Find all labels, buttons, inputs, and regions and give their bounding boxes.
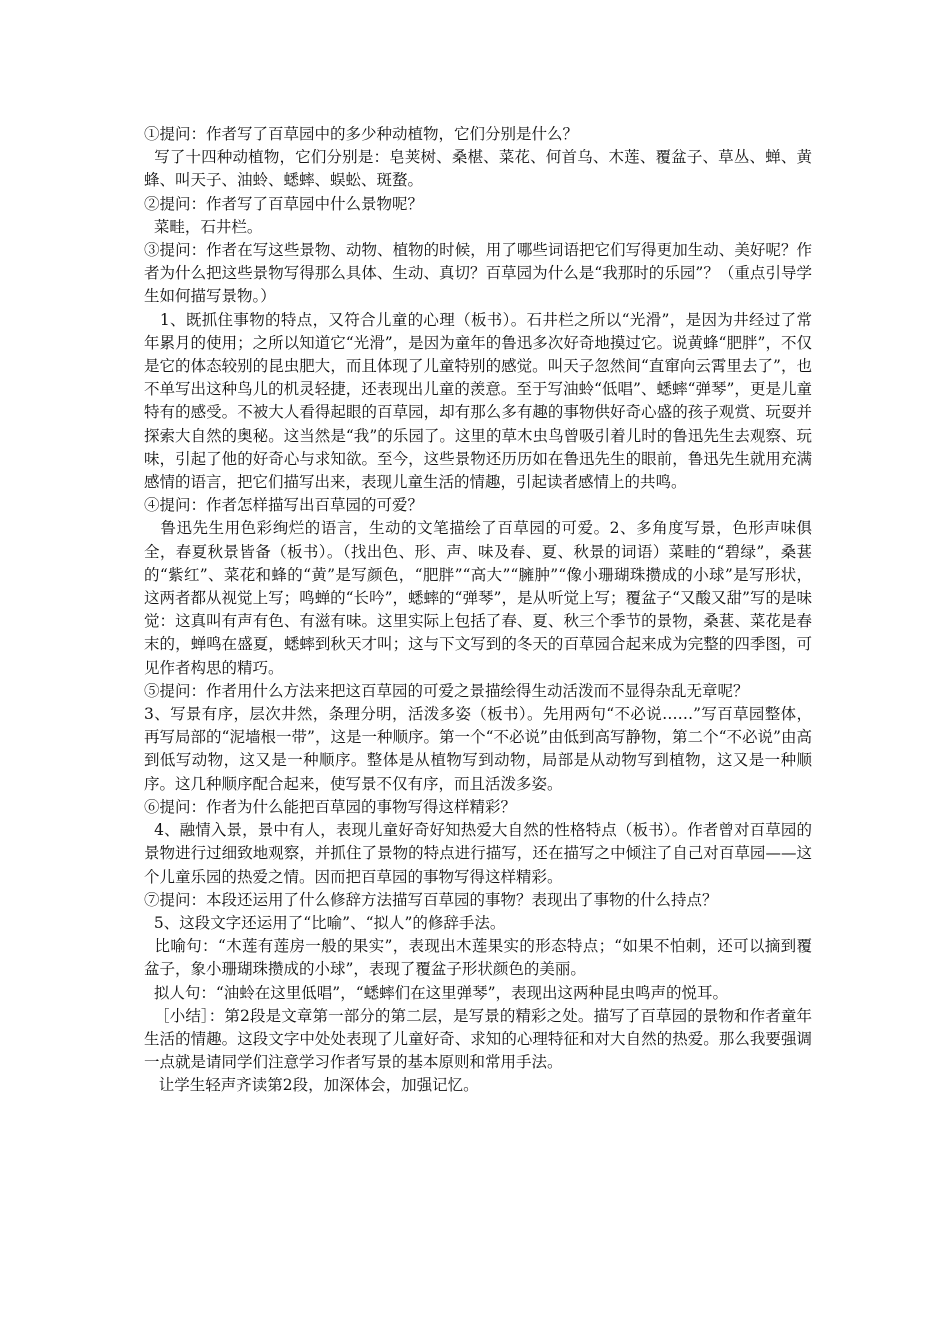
answer-5: 3、写景有序，层次井然，条理分明，活泼多姿（板书）。先用两句“不必说……”写百草园整体，再写局部的“泥墙根一带”，这是一种顺序。第一个“不必说”由低到高写静物，第二个“不必说”由高到低写动物，这又是一种顺序。整体是从植物写到动物，局部是从动物写到植物，这又是一种顺序。这几种顺序配合起来，使写景不仅有序，而且活泼多姿。 [144,705,812,793]
answer-2: 菜畦，石井栏。 [144,217,263,236]
question-1: ①提问：作者写了百草园中的多少种动植物，它们分别是什么？ [144,125,579,143]
answer-4: 鲁迅先生用色彩绚烂的语言，生动的文笔描绘了百草园的可爱。2、多角度写景，色形声味俱全，春夏秋景皆备（板书）。（找出色、形、声、味及春、夏、秋景的词语）菜畦的“碧绿”，桑葚的“紫红”、菜花和蜂的“黄”是写颜色，“肥胖”“高大”“臃肿”“像小珊瑚珠攒成的小球”是写形状，这两者都从视觉上写；鸣蝉的“长吟”，蟋蟀的“弹琴”，是从听觉上写；覆盆子“又酸又甜”写的是味觉：这真叫有声有色、有滋有味。这里实际上包括了春、夏、秋三个季节的景物，桑葚、菜花是春末的，蝉鸣在盛夏，蟋蟀到秋天才叫；这与下文写到的冬天的百草园合起来成为完整的四季图，可见作者构思的精巧。 [144,519,813,677]
metaphor-example: 比喻句：“木莲有莲房一般的果实”，表现出木莲果实的形态特点；“如果不怕刺，还可以摘到覆盆子，象小珊瑚珠攒成的小球”，表现了覆盆子形状颜色的美丽。 [144,937,812,979]
document-body [144,123,812,1098]
question-3: ③提问：作者在写这些景物、动物、植物的时候，用了哪些词语把它们写得更加生动、美好呢？作者为什么把这些景物写得那么具体、生动、真切？百草园为什么是“我那时的乐园”？（重点引导学生如何描写景物。） [144,241,812,306]
question-2: ②提问：作者写了百草园中什么景物呢？ [144,194,424,213]
question-4: ④提问：作者怎样描写出百草园的可爱？ [144,496,424,515]
personification-example: 拟人句：“油蛉在这里低唱”，“蟋蟀们在这里弹琴”，表现出这两种昆虫鸣声的悦耳。 [144,983,729,1002]
question-7: ⑦提问：本段还运用了什么修辞方法描写百草园的事物？表现出了事物的什么持点？ [144,890,718,909]
summary: ［小结］：第2段是文章第一部分的第二层，是写景的精彩之处。描写了百草园的景物和作者童年生活的情趣。这段文字中处处表现了儿童好奇、求知的心理特征和对大自然的热爱。那么我要强调一点就是请同学们注意学习作者写景的基本原则和常用手法。 [144,1006,812,1072]
answer-1: 写了十四种动植物，它们分别是：皂荚树、桑椹、菜花、何首乌、木莲、覆盆子、草丛、蝉、黄蜂、叫天子、油蛉、蟋蟀、蜈蚣、斑蝥。 [144,148,812,190]
answer-7: 5、这段文字还运用了“比喻”、“拟人”的修辞手法。 [144,913,506,932]
question-5: ⑤提问：作者用什么方法来把这百草园的可爱之景描绘得生动活泼而不显得杂乱无章呢？ [144,681,749,700]
reading-task: 让学生轻声齐读第2段，加深体会，加强记忆。 [144,1076,479,1095]
question-6: ⑥提问：作者为什么能把百草园的事物写得这样精彩？ [144,797,517,816]
answer-3: 1、既抓住事物的特点，又符合儿童的心理（板书）。石井栏之所以“光滑”，是因为井经过了常年累月的使用；之所以知道它“光滑”，是因为童年的鲁迅多次好奇地摸过它。说黄蜂“肥胖”，不仅是它的体态较别的昆虫肥大，而且体现了儿童特别的感觉。叫天子忽然间“直窜向云霄里去了”，也不单写出这种鸟儿的机灵轻捷，还表现出儿童的羡意。至于写油蛉“低唱”、蟋蟀“弹琴”，更是儿童特有的感受。不被大人看得起眼的百草园，却有那么多有趣的事物供好奇心盛的孩子观赏、玩耍并探索大自然的奥秘。这当然是“我”的乐园了。这里的草木虫鸟曾吸引着儿时的鲁迅先生去观察、玩味，引起了他的好奇心与求知欲。至今，这些景物还历历如在鲁迅先生的眼前，鲁迅先生就用充满感情的语言，把它们描写出来，表现儿童生活的情趣，引起读者感情上的共鸣。 [144,310,813,492]
answer-6: 4、融情入景，景中有人，表现儿童好奇好知热爱大自然的性格特点（板书）。作者曾对百草园的景物进行过细致地观察，并抓住了景物的特点进行描写，还在描写之中倾注了自己对百草园——这个儿童乐园的热爱之情。因而把百草园的事物写得这样精彩。 [144,821,812,886]
